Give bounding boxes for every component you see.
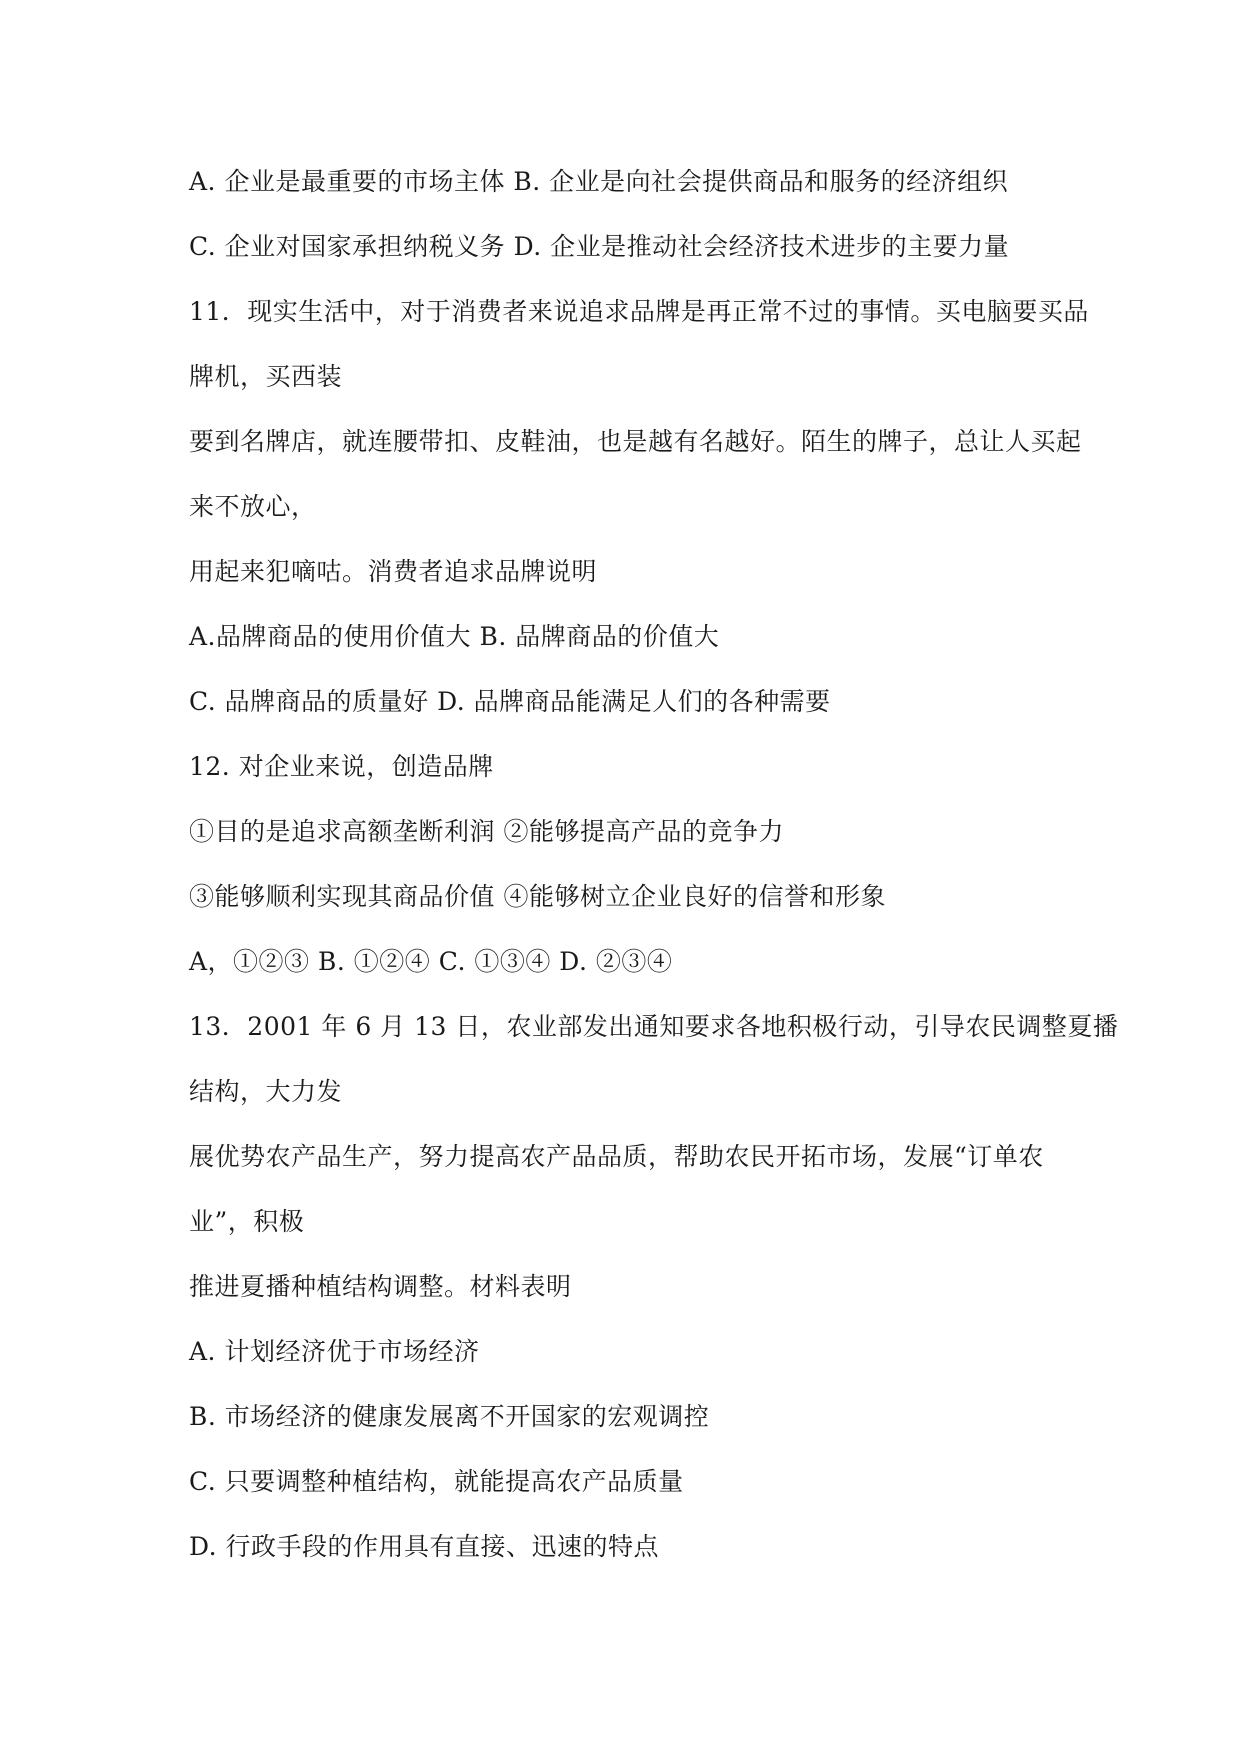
q13-option-c: C. 只要调整种植结构，就能提高农产品质量 <box>189 1467 684 1496</box>
q10-options-cd: C. 企业对国家承担纳税义务 D. 企业是推动社会经济技术进步的主要力量 <box>189 232 1010 261</box>
q13-stem-line-2: 结构，大力发 <box>189 1077 343 1106</box>
q13-stem-line-1: 13．2001 年 6 月 13 日，农业部发出通知要求各地积极行动，引导农民调整夏播 <box>189 1012 1119 1041</box>
q11-options-ab: A.品牌商品的使用价值大 B. 品牌商品的价值大 <box>189 622 720 651</box>
q11-options-cd: C. 品牌商品的质量好 D. 品牌商品能满足人们的各种需要 <box>189 687 831 716</box>
q12-statements-1-2: ①目的是追求高额垄断利润 ②能够提高产品的竞争力 <box>189 817 784 846</box>
q11-stem-line-3: 要到名牌店，就连腰带扣、皮鞋油，也是越有名越好。陌生的牌子，总让人买起 <box>189 427 1082 456</box>
q11-stem-line-1: 11．现实生活中，对于消费者来说追求品牌是再正常不过的事情。买电脑要买品 <box>189 297 1089 326</box>
q11-stem-line-5: 用起来犯嘀咕。消费者追求品牌说明 <box>189 557 598 586</box>
q11-stem-line-4: 来不放心， <box>189 492 317 521</box>
q10-options-ab: A. 企业是最重要的市场主体 B. 企业是向社会提供商品和服务的经济组织 <box>189 167 1009 196</box>
q13-stem-line-4: 业”，积极 <box>189 1207 305 1236</box>
q11-stem-line-2: 牌机，买西装 <box>189 362 343 391</box>
q13-option-a: A. 计划经济优于市场经济 <box>189 1337 480 1366</box>
q13-option-d: D. 行政手段的作用具有直接、迅速的特点 <box>189 1532 660 1561</box>
q13-stem-line-5: 推进夏播种植结构调整。材料表明 <box>189 1272 572 1301</box>
q12-statements-3-4: ③能够顺利实现其商品价值 ④能够树立企业良好的信誉和形象 <box>189 882 886 911</box>
q12-options: A，①②③ B. ①②④ C. ①③④ D. ②③④ <box>189 947 673 976</box>
q12-stem: 12. 对企业来说，创造品牌 <box>189 752 494 781</box>
q13-stem-line-3: 展优势农产品生产，努力提高农产品品质，帮助农民开拓市场，发展“订单农 <box>189 1142 1044 1171</box>
q13-option-b: B. 市场经济的健康发展离不开国家的宏观调控 <box>189 1402 710 1431</box>
